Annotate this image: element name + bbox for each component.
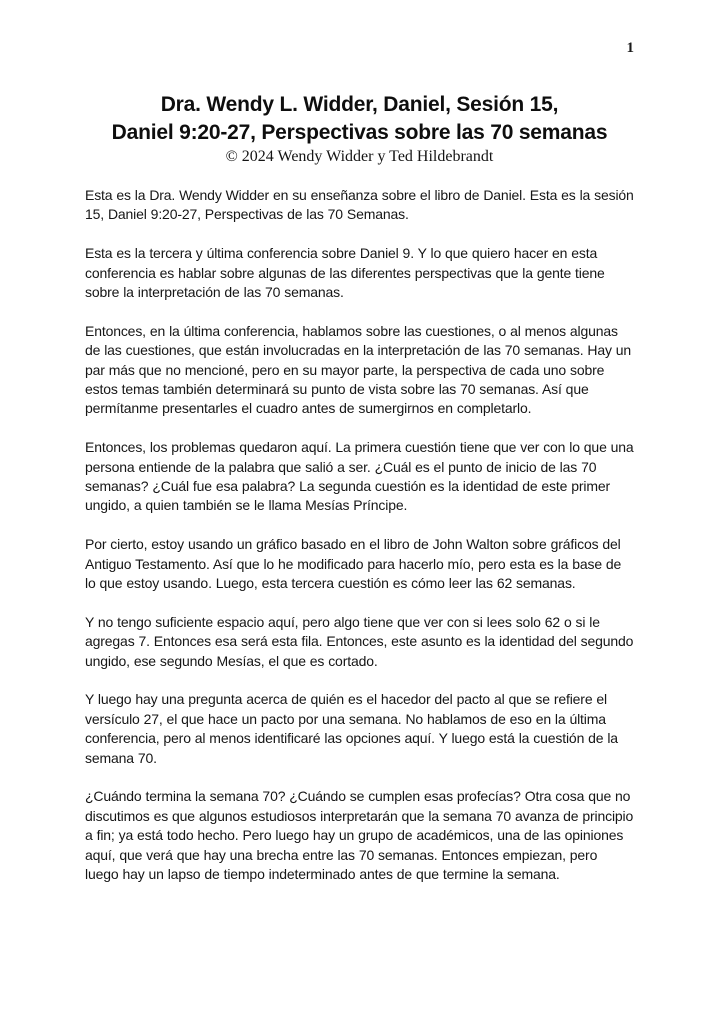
paragraph: Entonces, los problemas quedaron aquí. La primera cuestión tiene que ver con lo que una persona entiende de la palabra que salió a ser. ¿Cuál es el punto de inicio de las 70 semanas? ¿Cuál fue esa palabra? La segunda cuestión es la identidad de este primer ungido, a quien también se le llama Mesías Príncipe.: [85, 439, 634, 514]
paragraph: Esta es la Dra. Wendy Widder en su enseñanza sobre el libro de Daniel. Esta es la sesión 15, Daniel 9:20-27, Perspectivas de las 70 Semanas.: [85, 187, 634, 223]
paragraph: Esta es la tercera y última conferencia sobre Daniel 9. Y lo que quiero hacer en esta conferencia es hablar sobre algunas de las diferentes perspectivas que la gente tiene sobre la interpretación de las 70 semanas.: [85, 245, 605, 301]
document-title-line1: Dra. Wendy L. Widder, Daniel, Sesión 15,: [160, 93, 559, 116]
document-title-line2: Daniel 9:20-27, Perspectivas sobre las 70 semanas: [111, 121, 608, 144]
page-number: 1: [626, 40, 634, 56]
paragraph: Y luego hay una pregunta acerca de quién es el hacedor del pacto al que se refiere el versículo 27, el que hace un pacto por una semana. No hablamos de eso en la última conferencia, pero al menos identificaré las opciones aquí. Y luego está la cuestión de la semana 70.: [85, 691, 618, 766]
document-column: [85, 0, 634, 904]
paragraph: ¿Cuándo termina la semana 70? ¿Cuándo se cumplen esas profecías? Otra cosa que no discutimos es que algunos estudiosos interpretarán que la semana 70 avanza de principio a fin; ya está todo hecho. Pero luego hay un grupo de académicos, una de las opiniones aquí, que verá que hay una brecha entre las 70 semanas. Entonces empiezan, pero luego hay un lapso de tiempo indeterminado antes de que termine la semana.: [85, 788, 634, 883]
paragraph: Entonces, en la última conferencia, hablamos sobre las cuestiones, o al menos algunas de las cuestiones, que están involucradas en la interpretación de las 70 semanas. Hay un par más que no mencioné, pero en su mayor parte, la perspectiva de cada uno sobre estos temas también determinará su punto de vista sobre las 70 semanas. Así que permítanme presentarles el cuadro antes de sumergirnos en completarlo.: [85, 322, 632, 417]
document-title: [85, 91, 634, 147]
copyright-line: © 2024 Wendy Widder y Ted Hildebrandt: [225, 148, 494, 165]
paragraph: Por cierto, estoy usando un gráfico basado en el libro de John Walton sobre gráficos del Antiguo Testamento. Así que lo he modificado para hacerlo mío, pero esta es la base de lo que estoy usando. Luego, esta tercera cuestión es cómo leer las 62 semanas.: [85, 536, 622, 592]
document-body: [85, 186, 634, 885]
paragraph: Y no tengo suficiente espacio aquí, pero algo tiene que ver con si lees solo 62 o si le agregas 7. Entonces esa será esta fila. Entonces, este asunto es la identidad del segundo ungido, ese segundo Mesías, el que es cortado.: [85, 613, 634, 669]
title-block: [85, 91, 634, 165]
